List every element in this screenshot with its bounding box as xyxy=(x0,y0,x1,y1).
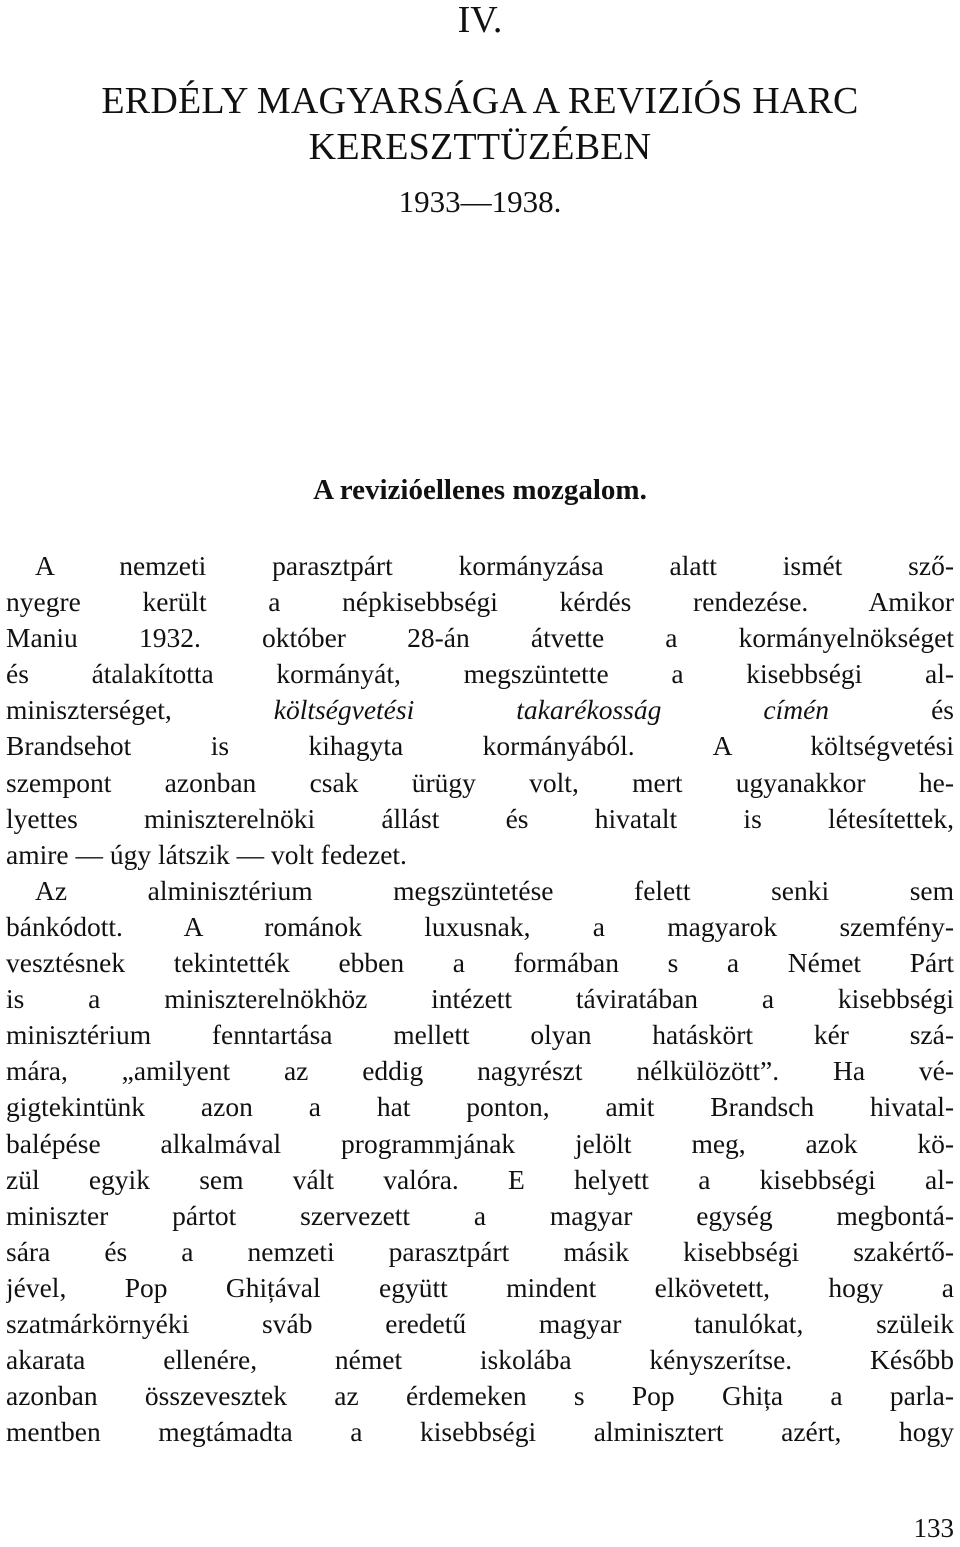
body-line: jével, Pop Ghițával együtt mindent elkövetett, hogy a xyxy=(6,1271,954,1303)
body-line: Az alminisztérium megszüntetése felett senki sem xyxy=(35,874,954,906)
body-line: nyegre került a népkisebbségi kérdés rendezése. Amikor xyxy=(6,586,954,618)
body-line: minisztérium fenntartása mellett olyan hatáskört kér szá- xyxy=(6,1019,954,1051)
body-line: mára, „amilyent az eddig nagyrészt nélkülözött”. Ha vé- xyxy=(6,1055,954,1087)
body-line-segment: miniszterséget, xyxy=(6,694,274,726)
body-line-segment: és xyxy=(829,694,954,726)
body-line xyxy=(6,692,954,728)
body-line: miniszter pártot szervezett a magyar egység megbontá- xyxy=(6,1199,954,1231)
body-line: szempont azonban csak ürügy volt, mert ugyanakkor he- xyxy=(6,766,954,798)
body-line: bánkódott. A románok luxusnak, a magyarok szemfény- xyxy=(6,910,954,942)
body-line: gigtekintünk azon a hat ponton, amit Brandsch hivatal- xyxy=(6,1091,954,1123)
chapter-title-line-2: KERESZTTÜZÉBEN xyxy=(308,126,652,168)
body-line: amire — úgy látszik — volt fedezet. xyxy=(6,838,407,870)
body-line: mentben megtámadta a kisebbségi alminisztert azért, hogy xyxy=(6,1416,954,1448)
body-line: vesztésnek tekintették ebben a formában s a Német Párt xyxy=(6,947,954,979)
body-line: és átalakította kormányát, megszüntette a kisebbségi al- xyxy=(6,658,954,690)
body-line: szatmárkörnyéki sváb eredetű magyar tanulókat, szüleik xyxy=(6,1307,954,1339)
body-line: lyettes miniszterelnöki állást és hivatalt is létesítettek, xyxy=(6,802,954,834)
body-line: A nemzeti parasztpárt kormányzása alatt ismét sző- xyxy=(35,550,954,581)
chapter-number: IV. xyxy=(457,0,503,41)
section-heading: A revizióellenes mozgalom. xyxy=(313,474,647,506)
chapter-title xyxy=(0,78,960,170)
body-line: azonban összevesztek az érdemeken s Pop Ghița a parla- xyxy=(6,1380,954,1412)
chapter-years: 1933—1938. xyxy=(398,184,562,219)
body-line: sára és a nemzeti parasztpárt másik kisebbségi szakértő- xyxy=(6,1235,954,1267)
chapter-title-line-1: ERDÉLY MAGYARSÁGA A REVIZIÓS HARC xyxy=(101,80,859,122)
body-line: Maniu 1932. október 28-án átvette a kormányelnökséget xyxy=(6,622,954,654)
italic-phrase: költségvetési takarékosság címén xyxy=(273,694,830,726)
body-line: Brandsehot is kihagyta kormányából. A költségvetési xyxy=(6,730,954,762)
body-line: zül egyik sem vált valóra. E helyett a kisebbségi al- xyxy=(6,1163,954,1195)
body-line: akarata ellenére, német iskolába kényszerítse. Később xyxy=(6,1344,954,1376)
body-line: is a miniszterelnökhöz intézett táviratában a kisebbségi xyxy=(6,983,954,1015)
body-text xyxy=(6,548,954,1450)
page-number: 133 xyxy=(913,1513,954,1543)
body-line: balépése alkalmával programmjának jelölt meg, azok kö- xyxy=(6,1127,954,1159)
